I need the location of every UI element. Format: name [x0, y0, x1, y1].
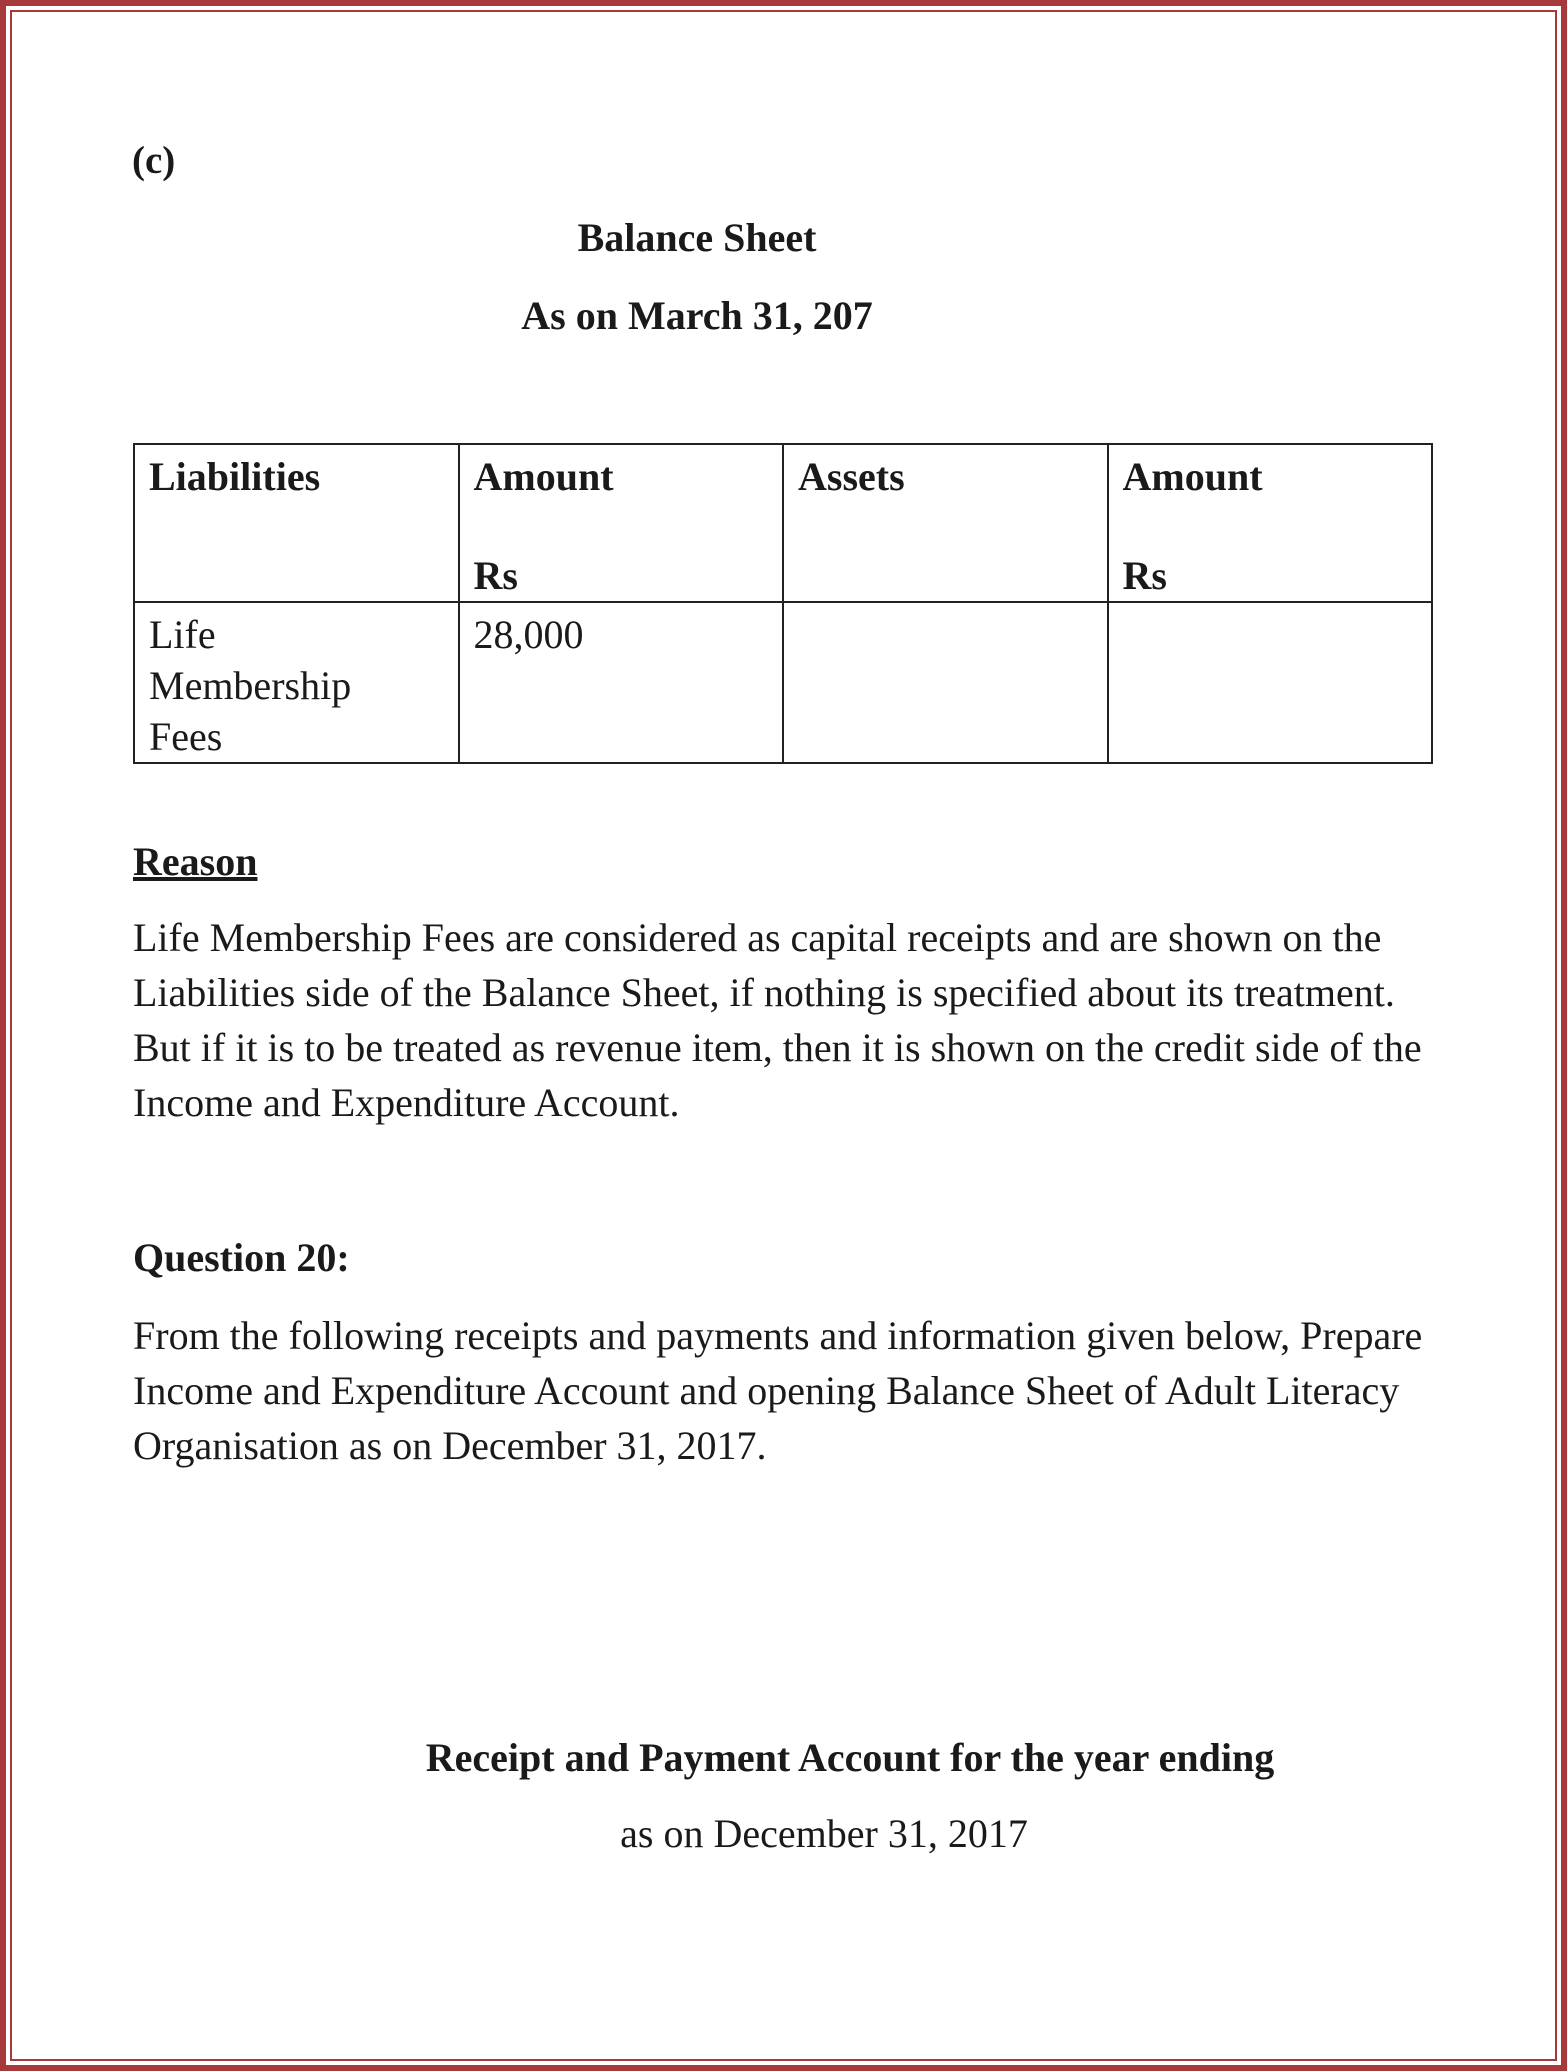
header-assets: Assets [783, 444, 1108, 602]
balance-sheet-date: As on March 31, 207 [521, 293, 873, 338]
receipt-payment-title: Receipt and Payment Account for the year ending [425, 1735, 1275, 1780]
balance-sheet-table [133, 443, 1433, 764]
question-heading: Question 20: [133, 1235, 350, 1280]
balance-sheet-title: Balance Sheet [577, 215, 817, 260]
header-amount-assets: Amount Rs [1108, 444, 1433, 602]
cell-asset-amount [1108, 602, 1433, 763]
header-amount-unit: Rs [473, 553, 518, 598]
part-label: (c) [132, 139, 176, 182]
cell-liability-amount: 28,000 [459, 602, 784, 763]
header-liabilities: Liabilities [134, 444, 459, 602]
table-header-row [134, 444, 1432, 602]
cell-liability: Life Membership Fees [134, 602, 459, 763]
table-row [134, 602, 1432, 763]
reason-heading: Reason [133, 839, 258, 884]
reason-text: Life Membership Fees are considered as capital receipts and are shown on the Liabilities side of the Balance Sheet, if nothing is specified about its treatment. But if it is to be treated as revenue item, then it is shown on the credit side of the Income and Expenditure Account. [133, 915, 1422, 1125]
receipt-payment-date: as on December 31, 2017 [620, 1811, 1028, 1856]
header-amount-unit: Rs [1122, 553, 1167, 598]
question-text: From the following receipts and payments and information given below, Prepare Income and Expenditure Account and opening Balance Sheet of Adult Literacy Organisation as on December 31, 2017. [133, 1313, 1423, 1468]
header-amount-liabilities: Amount Rs [459, 444, 784, 602]
cell-asset [783, 602, 1108, 763]
